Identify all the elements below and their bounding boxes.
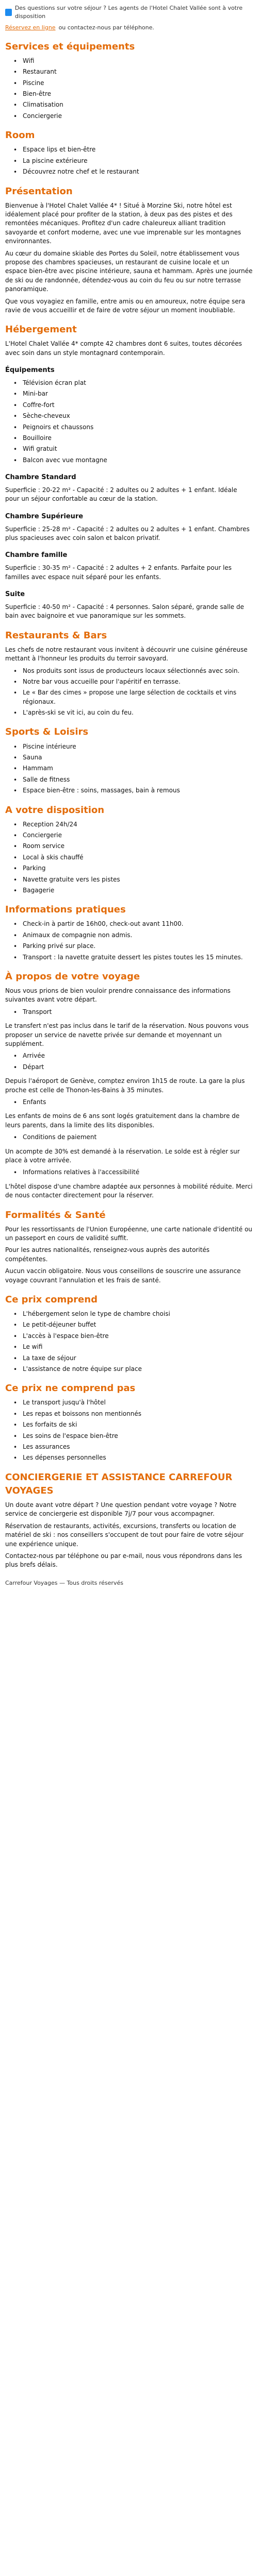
apropos-item: • Conditions de paiement	[13, 1133, 253, 1142]
feature-item: • Peignoirs et chaussons	[13, 423, 253, 432]
apropos-list	[5, 1052, 253, 1072]
prix-comprend-item: • La taxe de séjour	[13, 1354, 253, 1363]
bullet-icon: •	[13, 754, 18, 761]
services-item: • Conciergerie	[13, 112, 253, 121]
bullet-icon: •	[13, 876, 18, 884]
bullet-icon: •	[13, 787, 18, 795]
room-list	[5, 145, 253, 176]
room-type	[5, 590, 253, 621]
sport-item: • Hammam	[13, 764, 253, 773]
bullet-icon: •	[13, 57, 18, 65]
room-type-name: Suite	[5, 590, 25, 599]
logo-icon	[5, 9, 12, 16]
bullet-icon: •	[13, 1134, 18, 1142]
header-text: Des questions sur votre séjour ? Les agents de l'Hotel Chalet Vallée sont à votre disposition	[14, 5, 243, 20]
bullet-icon: •	[13, 1099, 18, 1106]
restaurant-item: • L'après-ski se vit ici, au coin du feu.	[13, 708, 253, 717]
bullet-icon: •	[13, 1053, 18, 1060]
prix-comprend-item: • L'hébergement selon le type de chambre choisi	[13, 1310, 253, 1318]
room-item[interactable]: • Découvrez notre chef et le restaurant	[13, 167, 253, 176]
apropos-paragraph: Depuis l'aéroport de Genève, comptez environ 1h15 de route. La gare la plus proche est celle de Thonon-les-Bains à 35 minutes.	[5, 1077, 245, 1094]
bullet-icon: •	[13, 1169, 18, 1177]
info-item: • Check-in à partir de 16h00, check-out avant 11h00.	[13, 920, 253, 928]
info-item: • Parking privé sur place.	[13, 942, 253, 951]
services-item: • Bien-être	[13, 90, 253, 98]
bullet-icon: •	[13, 943, 18, 951]
sport-item: • Sauna	[13, 753, 253, 762]
bullet-icon: •	[13, 1008, 18, 1016]
formalites-title: Formalités & Santé	[5, 1209, 106, 1221]
apropos-item: • Informations relatives à l'accessibilité	[13, 1168, 253, 1177]
bullet-icon: •	[13, 921, 18, 928]
bullet-icon: •	[13, 1321, 18, 1329]
bullet-icon: •	[13, 667, 18, 675]
sports-title: Sports & Loisirs	[5, 726, 89, 738]
presentation-paragraph: Au cœur du domaine skiable des Portes du Soleil, notre établissement vous propose des chambres spacieuses, un restaurant de cuisine locale et un espace bien-être avec piscine intérieure, sauna et hammam. Après une journée de ski ou de randonnée, détendez-vous au coin du feu ou sur notre terrasse panoramique.	[5, 249, 253, 293]
room-type-name: Chambre Standard	[5, 473, 76, 482]
info-item: • Transport : la navette gratuite dessert les pistes toutes les 15 minutes.	[13, 953, 253, 962]
activity-item: • Room service	[13, 842, 253, 851]
header-bar	[5, 4, 253, 21]
services-item: • Piscine	[13, 79, 253, 88]
bullet-icon: •	[13, 1366, 18, 1373]
room-type	[5, 512, 253, 543]
header-book-link[interactable]: Réservez en ligne	[5, 24, 56, 31]
presentation-title: Présentation	[5, 185, 73, 197]
activity-item: • Conciergerie	[13, 831, 253, 840]
prix-ne-comprend-item: • Les forfaits de ski	[13, 1420, 253, 1429]
bullet-icon: •	[13, 413, 18, 420]
features-title: Équipements	[5, 366, 55, 375]
restaurant-item: • Nos produits sont issus de producteurs locaux sélectionnés avec soin.	[13, 667, 253, 675]
bullet-icon: •	[13, 146, 18, 154]
infos-list	[5, 920, 253, 962]
bullet-icon: •	[13, 1311, 18, 1318]
apropos-list	[5, 1098, 253, 1107]
feature-item: • Mini-bar	[13, 389, 253, 398]
bullet-icon: •	[13, 112, 18, 120]
room-type	[5, 551, 253, 582]
room-item[interactable]: • La piscine extérieure	[13, 157, 253, 165]
bullet-icon: •	[13, 776, 18, 784]
sport-item: • Piscine intérieure	[13, 742, 253, 751]
prix-ne-comprend-list	[5, 1398, 253, 1462]
formalites-paragraph: Aucun vaccin obligatoire. Nous vous conseillons de souscrire une assurance voyage couvrant l'annulation et les frais de santé.	[5, 1267, 241, 1284]
apropos-paragraph: Les enfants de moins de 6 ans sont logés gratuitement dans la chambre de leurs parents, dans la limite des lits disponibles.	[5, 1112, 240, 1129]
info-item: • Animaux de compagnie non admis.	[13, 931, 253, 940]
bullet-icon: •	[13, 1410, 18, 1418]
sports-list	[5, 742, 253, 795]
apropos-intro: Nous vous prions de bien vouloir prendre connaissance des informations suivantes avant votre départ.	[5, 987, 231, 1004]
bullet-icon: •	[13, 168, 18, 176]
bullet-icon: •	[13, 380, 18, 387]
prix-comprend-item: • Le wifi	[13, 1343, 253, 1351]
prix-comprend-item: • Le petit-déjeuner buffet	[13, 1320, 253, 1329]
conciergerie-title: CONCIERGERIE ET ASSISTANCE CARREFOUR VOYAGES	[5, 1471, 233, 1496]
bullet-icon: •	[13, 743, 18, 751]
bullet-icon: •	[13, 69, 18, 76]
room-type-text: Superficie : 25-28 m² - Capacité : 2 adultes ou 2 adultes + 1 enfant. Chambres plus spacieuses avec coin salon et balcon privatif.	[5, 525, 250, 541]
conciergerie-paragraph: Réservation de restaurants, activités, excursions, transferts ou location de matériel de ski : nos conseillers s'occupent de tout pour faire de votre séjour une expérience unique.	[5, 1522, 244, 1548]
features-list	[5, 379, 253, 465]
room-type-name: Chambre famille	[5, 551, 68, 560]
bullet-icon: •	[13, 1432, 18, 1440]
apropos-paragraph: Un acompte de 30% est demandé à la réservation. Le solde est à régler sur place à votre arrivée.	[5, 1147, 240, 1164]
bullet-icon: •	[13, 821, 18, 828]
bullet-icon: •	[13, 765, 18, 773]
bullet-icon: •	[13, 1444, 18, 1451]
conciergerie-paragraph: Un doute avant votre départ ? Une question pendant votre voyage ? Notre service de conciergerie est disponible 7j/7 pour vous accompagner.	[5, 1501, 237, 1518]
bullet-icon: •	[13, 434, 18, 442]
prix-comprend-item: • L'accès à l'espace bien-être	[13, 1332, 253, 1341]
sport-item: • Espace bien-être : soins, massages, bain à remous	[13, 786, 253, 795]
apropos-title: À propos de votre voyage	[5, 971, 140, 982]
apropos-list	[5, 1133, 253, 1142]
activity-item: • Reception 24h/24	[13, 820, 253, 829]
presentation-paragraph: Que vous voyagiez en famille, entre amis ou en amoureux, notre équipe sera ravie de vous accueillir et de faire de votre séjour un moment inoubliable.	[5, 297, 245, 314]
bullet-icon: •	[13, 865, 18, 873]
prix-ne-comprend-item: • Le transport jusqu'à l'hôtel	[13, 1398, 253, 1407]
restaurant-item: • Le « Bar des cimes » propose une large sélection de cocktails et vins régionaux.	[13, 689, 237, 705]
prix-ne-comprend-title: Ce prix ne comprend pas	[5, 1383, 136, 1394]
activities-list	[5, 820, 253, 895]
conciergerie-paragraph: Contactez-nous par téléphone ou par e-mail, nous vous répondrons dans les plus brefs délais.	[5, 1552, 243, 1569]
bullet-icon: •	[13, 689, 18, 697]
bullet-icon: •	[13, 887, 18, 894]
bullet-icon: •	[13, 832, 18, 839]
bullet-icon: •	[13, 1454, 18, 1462]
formalites-paragraph: Pour les ressortissants de l'Union Européenne, une carte nationale d'identité ou un passeport en cours de validité suffit.	[5, 1225, 252, 1242]
restaurants-intro: Les chefs de notre restaurant vous invitent à découvrir une cuisine généreuse mettant à l'honneur les produits du terroir savoyard.	[5, 646, 248, 663]
apropos-item: • Enfants	[13, 1098, 253, 1107]
bullet-icon: •	[13, 843, 18, 851]
page-footer	[5, 1579, 253, 1587]
restaurants-title: Restaurants & Bars	[5, 630, 107, 641]
apropos-item: • Départ	[13, 1063, 253, 1072]
feature-item: • Coffre-fort	[13, 401, 253, 410]
room-title: Room	[5, 130, 35, 141]
activity-item: • Local à skis chauffé	[13, 853, 253, 862]
services-item: • Climatisation	[13, 100, 253, 109]
prix-ne-comprend-item: • Les assurances	[13, 1443, 253, 1451]
room-type-name: Chambre Supérieure	[5, 512, 84, 520]
apropos-item: • Arrivée	[13, 1052, 253, 1060]
hebergement-title: Hébergement	[5, 324, 77, 335]
bullet-icon: •	[13, 954, 18, 961]
bullet-icon: •	[13, 101, 18, 109]
sport-item: • Salle de fitness	[13, 775, 253, 784]
room-type	[5, 473, 253, 504]
bullet-icon: •	[13, 709, 18, 717]
activity-item: • Navette gratuite vers les pistes	[13, 875, 253, 884]
footer-text: Carrefour Voyages — Tous droits réservés	[5, 1579, 123, 1586]
prix-comprend-item: • L'assistance de notre équipe sur place	[13, 1365, 253, 1374]
bullet-icon: •	[13, 91, 18, 98]
activity-item: • Parking	[13, 864, 253, 873]
bullet-icon: •	[13, 401, 18, 409]
apropos-paragraph: L'hôtel dispose d'une chambre adaptée aux personnes à mobilité réduite. Merci de nous contacter directement pour la réserver.	[5, 1182, 253, 1199]
services-title: Services et équipements	[5, 41, 135, 52]
activities-title: A votre disposition	[5, 804, 105, 816]
bullet-icon: •	[13, 678, 18, 686]
bullet-icon: •	[13, 1332, 18, 1340]
bullet-icon: •	[13, 854, 18, 861]
bullet-icon: •	[13, 446, 18, 453]
bullet-icon: •	[13, 157, 18, 165]
feature-item: • Bouilloire	[13, 434, 253, 443]
services-list	[5, 57, 253, 121]
prix-comprend-list	[5, 1310, 253, 1374]
bullet-icon: •	[13, 931, 18, 939]
feature-item: • Balcon avec vue montagne	[13, 456, 253, 465]
bullet-icon: •	[13, 391, 18, 398]
bullet-icon: •	[13, 1421, 18, 1429]
bullet-icon: •	[13, 456, 18, 464]
room-type-text: Superficie : 20-22 m² - Capacité : 2 adultes ou 2 adultes + 1 enfant. Idéale pour un séjour confortable au cœur de la station.	[5, 486, 237, 503]
restaurant-item: • Notre bar vous accueille pour l'apéritif en terrasse.	[13, 677, 253, 686]
activity-item: • Bagagerie	[13, 886, 253, 895]
services-item: • Restaurant	[13, 67, 253, 76]
room-item[interactable]: • Espace lips et bien-être	[13, 145, 253, 154]
feature-item: • Wifi gratuit	[13, 445, 253, 453]
room-type-text: Superficie : 30-35 m² - Capacité : 2 adultes + 2 enfants. Parfaite pour les familles avec espace nuit séparé pour les enfants.	[5, 564, 232, 581]
bullet-icon: •	[13, 1354, 18, 1362]
feature-item: • Télévision écran plat	[13, 379, 253, 387]
restaurants-list	[5, 667, 253, 718]
apropos-item: • Transport	[13, 1008, 253, 1016]
formalites-paragraph: Pour les autres nationalités, renseignez-vous auprès des autorités compétentes.	[5, 1246, 210, 1263]
presentation-paragraph: Bienvenue à l'Hotel Chalet Vallée 4* ! Situé à Morzine Ski, notre hôtel est idéalement placé pour profiter de la station, à deux pas des pistes et des remontées mécaniques. Profitez d'un cadre chaleureux alliant tradition savoyarde et confort moderne, avec une vue imprenable sur les montagnes environnantes.	[5, 201, 241, 245]
prix-ne-comprend-item: • Les soins de l'espace bien-être	[13, 1432, 253, 1440]
prix-ne-comprend-item: • Les repas et boissons non mentionnés	[13, 1410, 253, 1418]
apropos-paragraph: Le transfert n'est pas inclus dans le tarif de la réservation. Nous pouvons vous proposer un service de navette privée sur demande et moyennant un supplément.	[5, 1022, 249, 1048]
bullet-icon: •	[13, 1399, 18, 1407]
prix-comprend-title: Ce prix comprend	[5, 1294, 98, 1305]
prix-ne-comprend-item: • Les dépenses personnelles	[13, 1453, 253, 1462]
bullet-icon: •	[13, 1063, 18, 1071]
feature-item: • Sèche-cheveux	[13, 412, 253, 420]
header-links	[5, 24, 253, 32]
apropos-list	[5, 1168, 253, 1177]
infos-title: Informations pratiques	[5, 904, 126, 916]
header-tail: ou contactez-nous par téléphone.	[58, 24, 154, 31]
services-item: • Wifi	[13, 57, 253, 65]
apropos-list	[5, 1008, 253, 1016]
room-type-text: Superficie : 40-50 m² - Capacité : 4 personnes. Salon séparé, grande salle de bain avec baignoire et vue panoramique sur les sommets.	[5, 603, 244, 620]
bullet-icon: •	[13, 79, 18, 87]
hebergement-intro: L'Hotel Chalet Vallée 4* compte 42 chambres dont 6 suites, toutes décorées avec soin dans un style montagnard contemporain.	[5, 340, 242, 357]
bullet-icon: •	[13, 1344, 18, 1351]
bullet-icon: •	[13, 423, 18, 431]
